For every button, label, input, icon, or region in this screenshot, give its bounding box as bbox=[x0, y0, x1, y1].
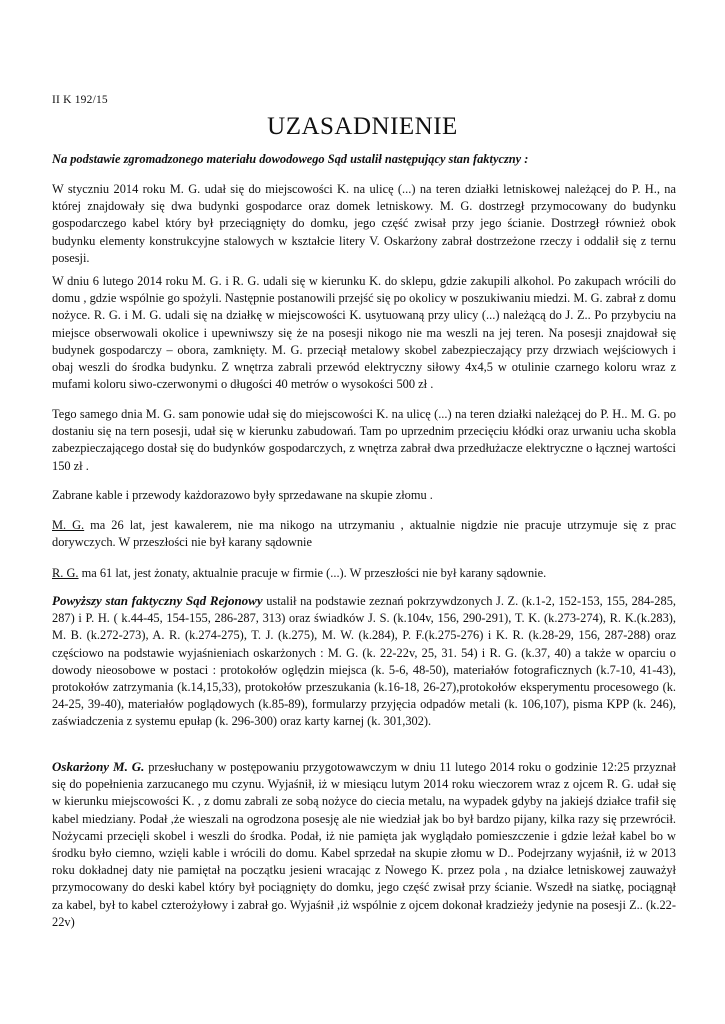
paragraph-7 bbox=[52, 592, 676, 731]
paragraph-7-text: ustalił na podstawie zeznań pokrzywdzonych J. Z. (k.1-2, 152-153, 155, 284-285, 287) i P. H. ( k.44-45, 154-155, 286-287, 313) oraz świadków J. S. (k.104v, 156, 290-291), T. K. (k.273-274), R. K.(k.283), M. B. (k.272-273), A. R. (k.274-275), T. J. (k.275), M. W. (k.284), P. F.(k.275-276) i K. R. (k.28-29, 156, 287-288) oraz częściowo na podstawie wyjaśnieniach oskarżonych : M. G. (k. 22-22v, 25, 31. 54) i R. G. (k.37, 40) a także w oparciu o dowody nieosobowe w postaci : protokołów oględzin miejsca (k. 5-6, 48-50), materiałów fotograficznych (k.7-10, 41-43), protokołów zatrzymania (k.14,15,33), protokołów przeszukania (k.16-18, 26-27),protokołów eksperymentu procesowego (k. 24-25, 39-40), materiałów poglądowych (k.85-89), formularzy przyjęcia odpadów metali (k. 106,107), pisma KPP (k. 246), zaświadczenia z systemu epułap (k. 296-300) oraz karty karnej (k. 301,302). bbox=[52, 594, 676, 729]
section-heading: Na podstawie zgromadzonego materiału dowodowego Sąd ustalił następujący stan faktyczny : bbox=[52, 152, 529, 166]
paragraph-2: W dniu 6 lutego 2014 roku M. G. i R. G. udali się w kierunku K. do sklepu, gdzie zakupili alkohol. Po zakupach wrócili do domu , gdzie wspólnie go spożyli. Następnie postanowili przejść się po okolicy w poszukiwaniu miedzi. M. G. zabrał z domu nożyce. R. G. i M. G. udali się na działkę w miejscowości K. usytuowaną przy ulicy (...) należącą do J. Z.. Po przybyciu na miejsce obserwowali okolice i upewniwszy się że na posesji nikogo nie ma weszli na jej teren. Na posesji znajdował się budynek gospodarczy – obora, zamknięty. M. G. przeciął metalowy skobel zabezpieczający przy drzwiach wejściowych i obaj weszli do środka budynku. Z wnętrza zabrali przewód elektryczny siłowy 4x4,5 w otulinie czarnego koloru wraz z mufami koloru siwo-czerwonymi o długości 40 metrów o wysokości 500 zł . bbox=[52, 274, 676, 392]
person-name-rg: R. G. bbox=[52, 566, 79, 580]
paragraph-5-text: ma 26 lat, jest kawalerem, nie ma nikogo na utrzymaniu , aktualnie nigdzie nie pracuje utrzymuje się z prac dorywczych. W przeszłości nie był karany sądownie bbox=[52, 518, 677, 550]
paragraph-8 bbox=[52, 758, 676, 931]
paragraph-8-lead: Oskarżony M. G. bbox=[52, 759, 145, 774]
paragraph-3: Tego samego dnia M. G. sam ponowie udał się do miejscowości K. na ulicę (...) na teren działki należącej do P. H.. M. G. po dostaniu się na tern posesji, udał się w kierunku zabudowań. Tam po uprzednim przecięciu kłódki oraz urwaniu ucha skobla zabezpieczającego dostał się do budynków gospodarczych, z wnętrza zabrał dwa przedłużacze elektryczne o łącznej wartości 150 zł . bbox=[52, 407, 676, 473]
paragraph-7-lead: Powyższy stan faktyczny Sąd Rejonowy bbox=[52, 593, 263, 608]
case-number: II K 192/15 bbox=[52, 94, 108, 106]
paragraph-1: W styczniu 2014 roku M. G. udał się do miejscowości K. na ulicę (...) na teren działki letniskowej należącej do P. H., na której znajdowały się dwa budynki gospodarce oraz domek letniskowy. M. G. dostrzegł przymocowany do budynku gospodarczego kabel który był przeciągnięty do domku, jego część zwisał przy jego ścianie. Dostrzegł również obok budynku elementy konstrukcyjne stalowych w kształcie litery V. Oskarżony zabrał dostrzeżone rzeczy i oddalił się z ternu posesji. bbox=[52, 182, 676, 265]
paragraph-6-text: ma 61 lat, jest żonaty, aktualnie pracuje w firmie (...). W przeszłości nie był karany sądownie. bbox=[78, 566, 547, 580]
paragraph-5 bbox=[52, 517, 676, 551]
paragraph-4: Zabrane kable i przewody każdorazowo były sprzedawane na skupie złomu . bbox=[52, 488, 433, 502]
person-name-mg: M. G. bbox=[52, 518, 85, 532]
document-title: UZASADNIENIE bbox=[267, 113, 458, 140]
paragraph-8-text: przesłuchany w postępowaniu przygotowawczym w dniu 11 lutego 2014 roku o godzinie 12:25 przyznał się do popełnienia zarzucanego mu czynu. Wyjaśnił, iż w miesiącu lutym 2014 roku wieczorem wraz z ojcem R. G. udał się w kierunku miejscowości K. , z domu zabrali ze sobą nożyce do ciecia metalu, na wypadek gdyby na jakiejś działce trafił się kabel miedziany. Podał ,że wieszali na ogrodzona posesję ale nie wiedział jak bo był bardzo pijany, kilka razy się przewrócił. Nożycami przecięli skobel i weszli do środka. Podał, iż nie pamięta jak wyglądało pomieszczenie i gdzie leżał kabel bo w środku było ciemno, wzięli kable i wrócili do domu. Kabel sprzedał na skupie złomu w D.. Podejrzany wyjaśnił, iż w 2013 roku dokładnej daty nie pamiętał na początku jesieni wracając z Nowego K. przez pola , na działce letniskowej zauważył przymocowany do deski kabel który był pociągnięty do domku, jego część zwisał przy ścianie. Wszedł na siatkę, pociągnął za kabel, był to kabel czterożyłowy i zabrał go. Wyjaśnił ,iż wspólnie z ojcem dokonał kradzieży jedynie na posesji Z.. (k.22-22v) bbox=[52, 760, 677, 929]
paragraph-6 bbox=[52, 565, 676, 582]
